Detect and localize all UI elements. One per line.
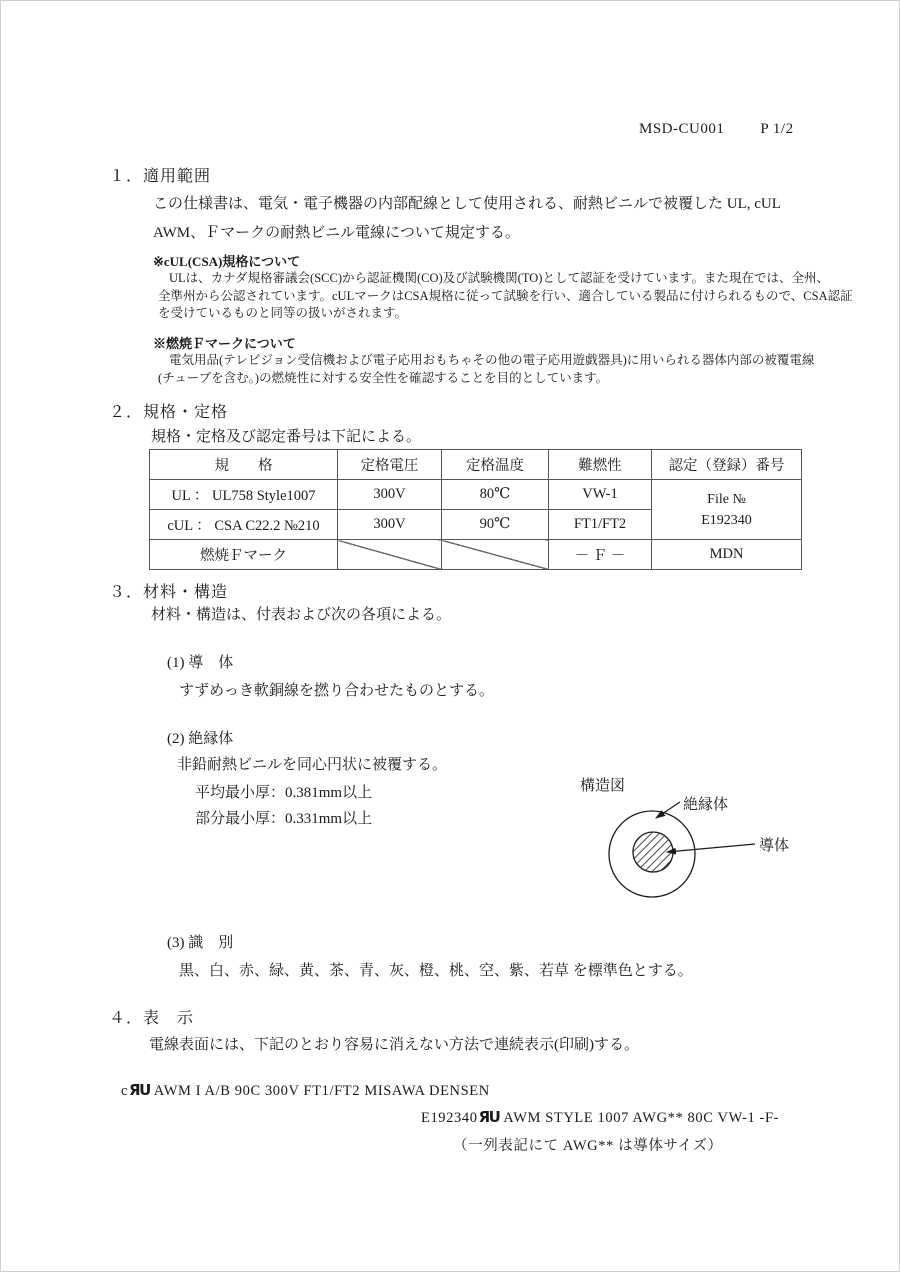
cell-cul-standard: cUL ： CSA C22.2 №210	[150, 510, 338, 540]
cell-ul-flame: VW-1	[549, 480, 652, 510]
cell-ul-temp: 80℃	[442, 480, 549, 510]
cell-ul-voltage: 300V	[338, 480, 442, 510]
section4-intro: 電線表面には、下記のとおり容易に消えない方法で連続表示(印刷)する。	[149, 1037, 639, 1053]
col-header-standard: 規 格	[150, 450, 338, 480]
cell-fmark-number: MDN	[652, 540, 802, 570]
note-cul-line3: を受けているものと同等の扱いがされます。	[158, 306, 408, 320]
marking2-prefix: E192340	[421, 1110, 478, 1126]
section1-body-line2: AWM、Ｆマークの耐熱ビニル電線について規定する。	[153, 225, 520, 241]
note-fmark-heading: ※燃焼Ｆマークについて	[153, 336, 296, 351]
table-header-row	[150, 450, 802, 480]
conductor-arrow	[667, 844, 755, 852]
note-cul-body	[158, 270, 853, 323]
file-no-label: File №	[707, 491, 746, 507]
col-header-flammability: 難燃性	[549, 450, 652, 480]
section3-intro: 材料・構造は、付表および次の各項による。	[151, 607, 452, 623]
marking-line3: （一列表記にて AWG** は導体サイズ）	[453, 1138, 723, 1154]
col-header-temperature: 定格温度	[442, 450, 549, 480]
note-cul-line1: ULは、カナダ規格審議会(SCC)から認証機関(CO)及び試験機関(TO)として認証を受けています。また現在では、全州、	[169, 271, 829, 285]
cell-file-number	[652, 480, 802, 540]
marking-line1	[121, 1081, 490, 1100]
item3-body: 黒、白、赤、緑、黄、茶、青、灰、橙、桃、空、紫、若草 を標準色とする。	[179, 963, 693, 979]
ul-recognized-mark-icon: ЯU	[478, 1108, 500, 1126]
ratings-table	[149, 449, 802, 570]
cell-fmark-voltage-na	[338, 540, 442, 570]
note-fmark-line2: (チューブを含む。)の燃焼性に対する安全性を確認することを目的としています。	[158, 370, 609, 385]
col-header-voltage: 定格電圧	[338, 450, 442, 480]
item1-body: すずめっき軟銅線を撚り合わせたものとする。	[179, 683, 495, 699]
section2-intro: 規格・定格及び認定番号は下記による。	[151, 429, 422, 445]
note-fmark-body	[158, 352, 814, 387]
conductor-label: 導体	[759, 838, 790, 854]
insulation-label: 絶縁体	[683, 797, 729, 813]
item2-avg-thickness: 平均最小厚：0.381mm以上	[195, 785, 373, 801]
col-header-registration: 認定（登録）番号	[652, 450, 802, 480]
diagram-title: 構造図	[580, 778, 626, 794]
marking-line2	[421, 1108, 779, 1127]
marking2-text: AWM STYLE 1007 AWG** 80C VW-1 -F-	[503, 1110, 780, 1126]
marking1-prefix: c	[121, 1083, 129, 1099]
table-row-fmark	[150, 540, 802, 570]
file-no-value: E192340	[701, 512, 752, 528]
section1-heading: １．適用範囲	[109, 168, 212, 185]
cell-fmark-temp-na	[442, 540, 549, 570]
item3-heading: (3) 識 別	[167, 935, 234, 951]
marking1-text: AWM I A/B 90C 300V FT1/FT2 MISAWA DENSEN	[153, 1083, 490, 1099]
cell-fmark-flame: － Ｆ －	[549, 540, 652, 570]
section2-heading: ２．規格・定格	[109, 404, 229, 421]
wire-structure-diagram	[579, 773, 829, 913]
item2-min-thickness: 部分最小厚：0.331mm以上	[195, 811, 373, 827]
item2-body: 非鉛耐熱ビニルを同心円状に被覆する。	[177, 757, 448, 773]
doc-reference	[639, 121, 794, 138]
cell-ul-standard: UL ： UL758 Style1007	[150, 480, 338, 510]
note-cul-heading: ※cUL(CSA)規格について	[153, 254, 301, 269]
section3-heading: ３．材料・構造	[109, 584, 229, 601]
section1-body	[153, 190, 781, 248]
note-cul-line2: 全準州から公認されています。cULマークはCSA規格に従って試験を行い、適合している製品に付けられるもので、CSA認証	[158, 288, 853, 303]
cell-cul-flame: FT1/FT2	[549, 510, 652, 540]
item2-heading: (2) 絶縁体	[167, 731, 234, 747]
section4-heading: ４．表 示	[109, 1010, 195, 1027]
insulation-arrow	[656, 802, 680, 818]
item1-heading: (1) 導 体	[167, 655, 234, 671]
cell-fmark-standard: 燃焼Ｆマーク	[150, 540, 338, 570]
note-fmark-line1: 電気用品(テレビジョン受信機および電子応用おもちゃその他の電子応用遊戯器具)に用いられる器体内部の被覆電線	[169, 353, 815, 367]
section1-body-line1: この仕様書は、電気・電子機器の内部配線として使用される、耐熱ビニルで被覆した UL, cUL	[153, 196, 781, 212]
cell-cul-temp: 90℃	[442, 510, 549, 540]
table-row-ul	[150, 480, 802, 510]
cell-cul-voltage: 300V	[338, 510, 442, 540]
page-number: P 1/2	[760, 121, 794, 137]
ul-recognized-mark-icon: ЯU	[129, 1081, 150, 1099]
doc-number: MSD-CU001	[639, 121, 725, 137]
